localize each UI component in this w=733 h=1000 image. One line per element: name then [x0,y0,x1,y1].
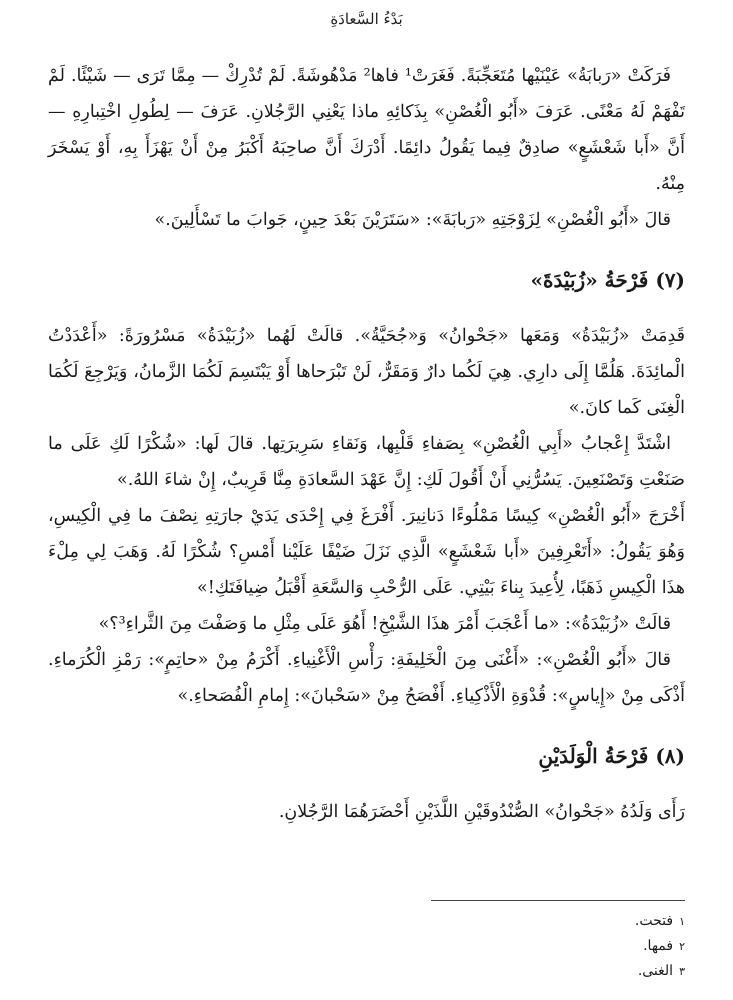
section-heading: (٧) فَرْحَةُ «زُبَيْدَةَ» [530,268,685,292]
page-body [48,58,685,830]
paragraph: قالَ «أَبُو الْغُصْنِ» لِزَوْجَتِهِ «رَبابَةَ»: «سَتَرَيْنَ بَعْدَ حِينٍ، جَوابَ ما تَسْأَلِينَ.» [154,210,671,230]
paragraph: قَدِمَتْ «زُبَيْدَةُ» وَمَعَها «جَحْوانُ» وَ«جُحَيَّةُ». قالَتْ لَهُما «زُبَيْدَةُ» مَسْرُورَةً: «أَعْدَدْتُ الْمائِدَةَ. هَلُمَّا إِلَى دارِي. هِيَ لَكُما دارٌ وَمَقَرٌّ، لَنْ تَبْرَحاها أَوْ يَبْتَسِمَ لَكُمَا الزَّمانُ، وَيَرْجِعَ لَكُمَا الْغِنَى كَما كانَ.» [48,326,685,418]
paragraph: فَرَكَتْ «رَبابَةُ» عَيْنَيْها مُتَعَجِّبَةً. فَغَرَتْ¹ فاها² مَدْهُوشَةً. لَمْ تُدْرِكْ — مِمَّا تَرَى — شَيْئًا. لَمْ تَفْهَمْ لَهُ مَعْنًى. عَرَفَ «أَبُو الْغُصْنِ» بِذَكائِهِ ماذا يَعْنِي الرَّجُلانِ. عَرَفَ — لِطُولِ اخْتِبارِهِ — أَنَّ «أَبا شَعْشَعٍ» صادِقٌ فِيما يَقُولُ دائِمًا. أَدْرَكَ أَنَّ صاحِبَهُ أَكْبَرُ مِنْ أَنْ يَهْزَأَ بِهِ، أَوْ يَسْخَرَ مِنْهُ. [48,66,685,194]
paragraph: اشْتَدَّ إِعْجابُ «أَبِي الْغُصْنِ» بِصَفاءِ قَلْبِها، وَنَقاءِ سَرِيرَتِها. قالَ لَها: «شُكْرًا لَكِ عَلَى ما صَنَعْتِ وَتَصْنَعِينَ. يَسُرُّنِي أَنْ أَقُولَ لَكِ: إِنَّ عَهْدَ السَّعادَةِ مِنَّا قَرِيبٌ، إِنْ شاءَ اللهُ.» [48,434,685,490]
paragraph: قالَ «أَبُو الْغُصْنِ»: «أَغْنَى مِنَ الْخَلِيفَةِ: رَأْسِ الْأَغْنِياءِ. أَكْرَمُ مِنْ «حاتِمٍ»: رَمْزِ الْكُرَماءِ. أَذْكَى مِنْ «إِياسٍ»: قُدْوَةِ الْأَذْكِياءِ. أَفْصَحُ مِنْ «سَحْبانَ»: إِمامِ الْفُصَحاءِ.» [48,650,685,706]
section-heading: (٨) فَرْحَةُ الْوَلَدَيْنِ [538,744,685,768]
footnote-number: ٣ [679,965,685,978]
footnote-text: فتحت. [634,913,674,929]
paragraph: قالَتْ «زُبَيْدَةُ»: «ما أَعْجَبَ أَمْرَ هذَا الشَّيْخِ! أَهُوَ عَلَى مِثْلِ ما وَصَفْتَ مِنَ الثَّراءِ³؟» [98,614,671,634]
footnote-divider [431,900,685,901]
footnote [48,909,685,934]
footnote-number: ٢ [679,940,685,953]
footnotes [48,900,685,984]
running-header: بَدْءُ السَّعادَةِ [330,10,403,28]
footnote [48,934,685,959]
paragraph: رَأَى وَلَدُهُ «جَحْوانُ» الصُّنْدُوقَيْنِ اللَّذَيْنِ أَحْضَرَهُمَا الرَّجُلانِ. [278,802,685,822]
footnote [48,959,685,984]
footnote-text: فمها. [643,938,674,954]
footnote-text: الغنى. [637,963,674,979]
paragraph: أَخْرَجَ «أَبُو الْغُصْنِ» كِيسًا مَمْلُوءًا دَنانِيرَ. أَفْرَغَ فِي إِحْدَى يَدَيْ جارَتِهِ نِصْفَ ما فِي الْكِيسِ، وَهُوَ يَقُولُ: «أَتَعْرِفِينَ «أَبا شَعْشَعٍ» الَّذِي نَزَلَ ضَيْفًا عَلَيْنا أَمْسِ؟ شُكْرًا لَهُ. وَهَبَ لِي مِلْءَ هذَا الْكِيسِ ذَهَبًا، لِأُعِيدَ بِناءَ بَيْتِي. عَلَى الرُّحْبِ وَالسَّعَةِ أَقْبَلُ ضِيافَتَكِ!» [48,506,685,598]
footnote-number: ١ [679,915,685,928]
